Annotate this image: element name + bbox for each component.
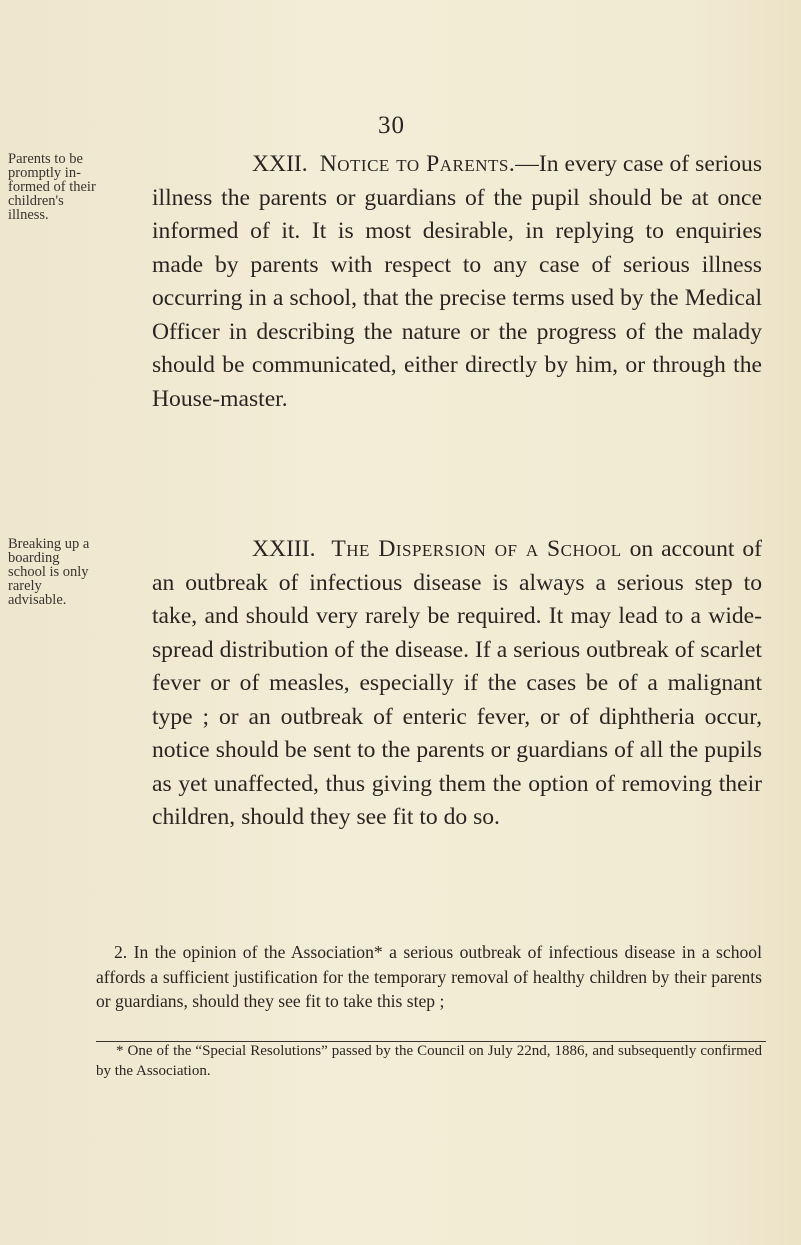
subparagraph-2 bbox=[96, 940, 762, 1014]
margin-note-dispersion bbox=[8, 537, 89, 607]
margin-note-parents bbox=[8, 152, 96, 222]
margin-note-line: rarely bbox=[8, 578, 42, 594]
margin-note-line: illness. bbox=[8, 207, 49, 223]
section-heading: Notice to Parents. bbox=[319, 151, 516, 177]
margin-note-line: Breaking up a bbox=[8, 536, 90, 552]
margin-note-line: boarding bbox=[8, 550, 60, 566]
margin-note-line: advisable. bbox=[8, 592, 67, 608]
margin-note-line: formed of their bbox=[8, 179, 96, 195]
section-heading: The Dispersion of a School bbox=[331, 536, 622, 562]
section-number: XXIII. bbox=[252, 536, 316, 562]
section-text: on account of an outbreak of infectious disease is always a serious step to take, and should very rarely be required. It may lead to a wide-spread distribution of the disease. If a serious outbreak of scarlet fever or of measles, especially if the cases be of a malignant type ; or an outbreak of enteric fever, or of diphtheria occur, notice should be sent to the parents or guardians of all the pupils as yet unaffected, thus giving them the option of removing their children, should they see fit to do so. bbox=[152, 536, 763, 830]
page-number: 30 bbox=[378, 112, 405, 139]
margin-note-line: school is only bbox=[8, 564, 89, 580]
section-xxii-paragraph bbox=[152, 148, 762, 416]
section-xxiii-paragraph bbox=[152, 533, 762, 835]
subparagraph-text: 2. In the opinion of the Association* a serious outbreak of infectious disease in a school affords a sufficient justification for the temporary removal of healthy children by their parents or guardians, should they see fit to take this step ; bbox=[96, 942, 762, 1011]
section-text: —In every case of serious illness the parents or guardians of the pupil should be at once informed of it. It is most desirable, in replying to enquiries made by parents with respect to any case of serious illness occurring in a school, that the precise terms used by the Medical Officer in describing the nature or the progress of the malady should be communicated, either directly by him, or through the House-master. bbox=[152, 151, 763, 412]
footnote bbox=[96, 1041, 762, 1081]
section-number: XXII. bbox=[252, 151, 308, 177]
margin-note-line: Parents to be bbox=[8, 151, 83, 167]
margin-note-line: promptly in- bbox=[8, 165, 81, 181]
margin-note-line: children's bbox=[8, 193, 64, 209]
footnote-text: * One of the “Special Resolutions” passed by the Council on July 22nd, 1886, and subsequently confirmed by the Association. bbox=[96, 1043, 762, 1079]
